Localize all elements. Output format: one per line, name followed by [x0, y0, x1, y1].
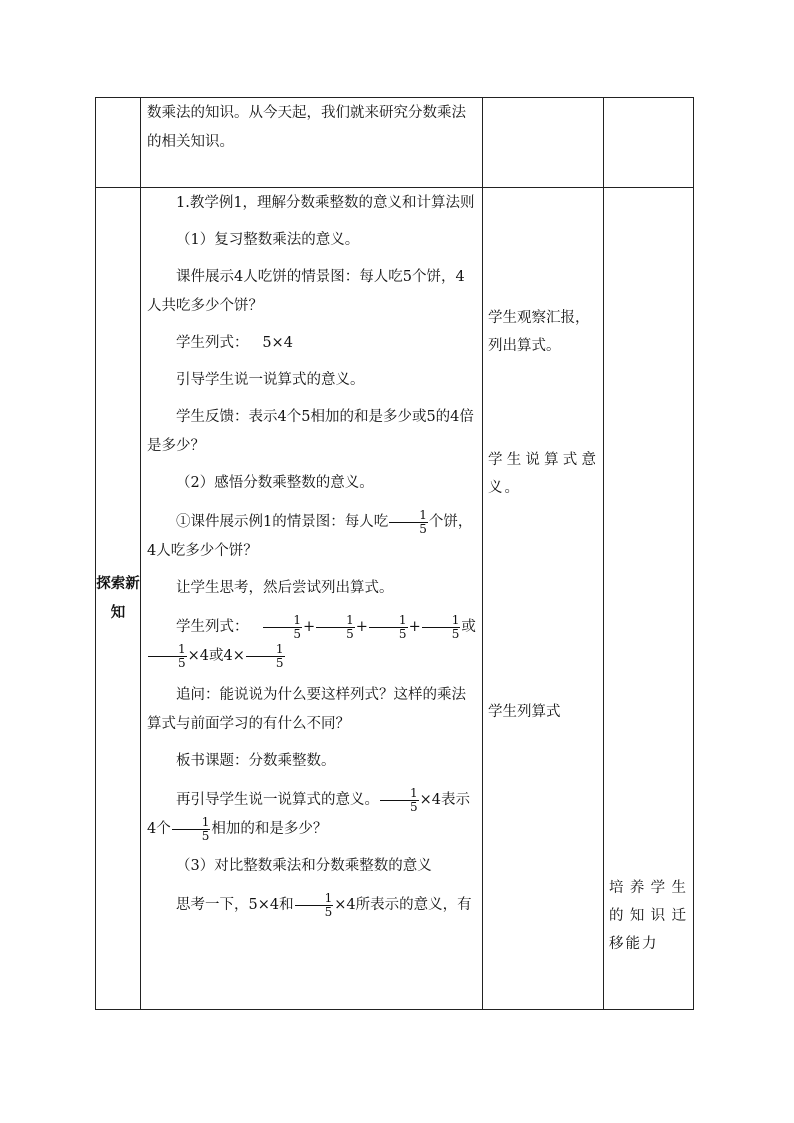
fraction — [316, 614, 355, 641]
student-note: 学生观察汇报，列出算式。 — [488, 310, 590, 354]
expression: ×4 — [187, 648, 210, 664]
operator: + — [408, 619, 421, 635]
numerator: 1 — [263, 614, 302, 628]
paragraph — [147, 786, 476, 844]
numerator: 1 — [148, 643, 187, 657]
paragraph: 1.教学例1，理解分数乘整数的意义和计算法则 — [176, 195, 475, 211]
paragraph: 板书课题：分数乘整数。 — [176, 753, 336, 769]
lesson-plan-table — [95, 97, 694, 1010]
fraction — [380, 787, 419, 814]
denominator: 5 — [398, 626, 407, 641]
text-span: ①课件展示例1的情景图：每人吃 — [176, 514, 389, 530]
student-activity-cell — [483, 98, 604, 188]
teaching-content-cell — [141, 188, 483, 1010]
paragraph — [147, 891, 476, 920]
numerator: 1 — [422, 614, 461, 628]
numerator: 1 — [295, 892, 334, 906]
numerator: 1 — [172, 816, 211, 830]
label-text: 学生列式： — [176, 335, 249, 351]
paragraph — [147, 613, 476, 671]
fraction — [295, 892, 334, 919]
text-span: 再引导学生说一说算式的意义。 — [176, 792, 379, 808]
fraction — [263, 614, 302, 641]
expression: 4× — [223, 648, 245, 664]
denominator: 5 — [410, 799, 418, 814]
numerator: 1 — [246, 643, 285, 657]
fraction — [246, 643, 285, 670]
paragraph: （1）复习整数乘法的意义。 — [176, 232, 360, 248]
denominator: 5 — [419, 521, 427, 536]
denominator: 5 — [324, 904, 333, 919]
operator: + — [355, 619, 368, 635]
text-span: 个饼，4人吃多少个饼？ — [147, 514, 473, 559]
denominator: 5 — [275, 655, 284, 670]
fraction — [148, 643, 187, 670]
paragraph: 学生反馈：表示4个5相加的和是多少或5的4倍是多少？ — [147, 409, 474, 454]
text-span: 思考一下，5×4和 — [176, 897, 294, 913]
design-intent-cell — [604, 188, 694, 1010]
paragraph — [147, 508, 476, 566]
label-text: 学生列式： — [176, 619, 249, 635]
fraction — [172, 816, 211, 843]
design-note: 培养学生的知识迁移能力 — [609, 880, 688, 952]
expression: 5×4 — [262, 335, 293, 351]
paragraph: 让学生思考，然后尝试列出算式。 — [176, 580, 394, 596]
text-span: 或 — [209, 648, 224, 664]
student-note: 学生列算式 — [488, 704, 561, 720]
numerator: 1 — [316, 614, 355, 628]
student-activity-cell — [483, 188, 604, 1010]
text-span: 或 — [461, 619, 476, 635]
fraction — [422, 614, 461, 641]
paragraph: （3）对比整数乘法和分数乘整数的意义 — [176, 858, 432, 874]
paragraph: （2）感悟分数乘整数的意义。 — [176, 475, 374, 491]
denominator: 5 — [178, 655, 186, 670]
paragraph: 追问：能说说为什么要这样列式？这样的乘法算式与前面学习的有什么不同？ — [147, 687, 466, 732]
denominator: 5 — [346, 626, 354, 641]
numerator: 1 — [380, 787, 419, 801]
table-row — [96, 98, 694, 188]
text-span: ×4表示4个 — [147, 792, 471, 837]
paragraph — [147, 329, 476, 358]
teaching-content-cell — [141, 98, 483, 188]
section-label-cell — [96, 188, 141, 1010]
denominator: 5 — [201, 828, 210, 843]
denominator: 5 — [293, 626, 301, 641]
intro-text: 数乘法的知识。从今天起，我们就来研究分数乘法的相关知识。 — [147, 105, 466, 150]
paragraph: 引导学生说一说算式的意义。 — [176, 372, 365, 388]
phase-cell — [96, 98, 141, 188]
numerator: 1 — [369, 614, 408, 628]
denominator: 5 — [451, 626, 460, 641]
section-label: 探索新知 — [96, 575, 140, 621]
table-row — [96, 188, 694, 1010]
design-intent-cell — [604, 98, 694, 188]
numerator: 1 — [389, 509, 428, 523]
text-span: 相加的和是多少？ — [211, 821, 328, 837]
text-span: ×4所表示的意义，有 — [334, 897, 472, 913]
student-note: 学生说算式意义。 — [488, 452, 598, 496]
fraction — [369, 614, 408, 641]
operator: + — [302, 619, 316, 635]
fraction — [389, 509, 428, 536]
paragraph: 课件展示4人吃饼的情景图：每人吃5个饼，4人共吃多少个饼？ — [147, 269, 465, 314]
